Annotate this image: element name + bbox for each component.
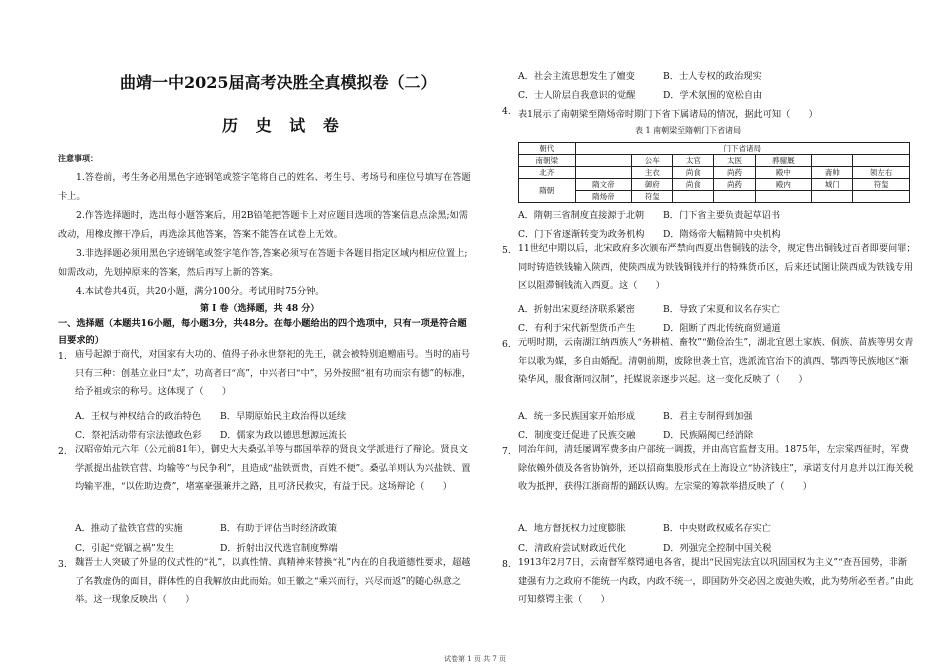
question-number: 4.: [502, 106, 511, 117]
page-footer: 试卷第 1 页 共 7 页: [443, 655, 507, 663]
question-3-stem: 魏晋士人突破了外显的仪式性的“礼”，以真性情、真精神来替换“礼”内在的自我道德性要求，超越了名教虚伪的面目，群体性的自我解放由此而始。如王徽之“乘兴而行，兴尽而返”的随心纵意之举。这一现象反映出（ ）: [75, 557, 471, 606]
table-cell: [853, 155, 910, 167]
q4-option-c[interactable]: C．门下省逐渐转变为政务机构: [518, 229, 645, 240]
table-cell: [714, 191, 755, 203]
table-header-dynasty: 朝代: [519, 143, 576, 155]
notice-item-3: 3.非选择题必须用黑色字迹钢笔或签字笔作答,答案必须写在答题卡各题目指定区域内相应位置上;如需改动，先划掉原来的答案，然后再写上新的答案。: [58, 248, 468, 278]
table-cell: 御府: [632, 179, 673, 191]
q3-option-a[interactable]: A．社会主流思想发生了嬗变: [518, 71, 635, 82]
question-2-stem: 汉昭帝始元六年（公元前81年），御史大夫桑弘羊等与郡国举荐的贤良文学派进行了辩论。贤良文学派提出盐铁官营、均输等“与民争利”，且造成“盐铁贾贵，百姓不便”。桑弘羊则认为兴盐铁、置均输平准，“以佐助边费”，堵塞豪强兼并之路，且可济民救灾，有益于民。这场辩论（ ）: [75, 444, 471, 493]
table-cell: [812, 191, 853, 203]
table-cell: [853, 191, 910, 203]
table-cell: [755, 191, 812, 203]
table-cell: 主衣: [632, 167, 673, 179]
q6-option-a[interactable]: A．统一多民族国家开始形成: [518, 411, 635, 422]
question-1-stem: 庙号起源于商代，对国家有大功的、值得子孙永世祭祀的先王，就会被特别追赠庙号。当时的庙号只有三种：创基立业曰“太”，功高者曰“高”，中兴者曰“中”，另外按照“祖有功而宗有德”的标准，给予祖或宗的称号。这体现了（ ）: [75, 349, 471, 398]
q2-option-c[interactable]: C．引起“党锢之祸”发生: [75, 543, 175, 554]
table-cell: [673, 191, 714, 203]
q7-option-b[interactable]: B．中央财政权威名存实亡: [663, 523, 771, 534]
q4-option-d[interactable]: D．隋炀帝大幅精简中央机构: [663, 229, 781, 240]
notice-heading: 注意事项：: [58, 153, 98, 163]
table-row: [519, 167, 910, 179]
q2-option-b[interactable]: B．有助于评估当时经济政策: [220, 523, 338, 534]
q4-option-a[interactable]: A．隋朝三省制度直接源于北朝: [518, 210, 645, 221]
table-cell: 殿内: [755, 179, 812, 191]
notice-item-1: 1.答卷前，考生务必用黑色字迹钢笔或签字笔将自己的姓名、考生号、考场号和座位号填写在答题卡上。: [58, 172, 471, 202]
table-cell: 公车: [632, 155, 673, 167]
table-cell: 隋炀帝: [575, 191, 632, 203]
question-number: 3.: [58, 559, 67, 570]
q3-option-b[interactable]: B．士人专权的政治现实: [663, 71, 762, 82]
q6-option-b[interactable]: B．君主专制得到加强: [663, 411, 753, 422]
question-number: 1.: [58, 351, 67, 362]
q5-option-d[interactable]: D．阻断了西北传统商贸通道: [663, 323, 781, 334]
q5-option-b[interactable]: B．导致了宋夏和议名存实亡: [663, 304, 781, 315]
exam-title: 曲靖一中2025届高考决胜全真模拟卷（二）: [120, 73, 437, 92]
question-number: 2.: [58, 446, 67, 457]
table-cell: 隋朝: [519, 179, 576, 203]
table-cell: 尚药: [714, 179, 755, 191]
table-header-bureaus: 门下省诸局: [575, 143, 909, 155]
table-cell: [575, 167, 632, 179]
table-cell: 太官: [673, 155, 714, 167]
q1-option-b[interactable]: B．早期原始民主政治得以延续: [220, 411, 347, 422]
section-instruction: 一、选择题（本题共16小题，每小题3分，共48分。在每小题给出的四个选项中，只有一项是符合题目要求的）: [58, 318, 467, 346]
q6-option-c[interactable]: C．制度变迁促进了民族交融: [518, 430, 636, 441]
question-number: 6.: [502, 339, 511, 350]
question-number: 8.: [502, 559, 511, 570]
section-heading: 第 I 卷（选择题，共 48 分）: [200, 304, 320, 314]
table-cell: 领左右: [853, 167, 910, 179]
officials-table: [518, 142, 910, 203]
notice-item-4: 4.本试卷共4页，共20小题，满分100分。考试用时75分钟。: [76, 286, 325, 297]
table-cell: 城门: [812, 179, 853, 191]
q4-option-b[interactable]: B．门下省主要负责起草诏书: [663, 210, 781, 221]
table-cell: 尚药: [714, 167, 755, 179]
table-row: [519, 179, 910, 191]
q5-option-c[interactable]: C．有利于宋代新型货币产生: [518, 323, 636, 334]
table-cell: 南朝梁: [519, 155, 576, 167]
q7-option-d[interactable]: D．列强完全控制中国关税: [663, 543, 772, 554]
table-row: [519, 191, 910, 203]
q1-option-d[interactable]: D．儒家为政以德思想源远流长: [220, 430, 347, 441]
table-cell: 隋文帝: [575, 179, 632, 191]
question-number: 5.: [502, 245, 511, 256]
q1-option-a[interactable]: A．王权与神权结合的政治特色: [75, 411, 202, 422]
q2-option-d[interactable]: D．折射出汉代选官制度弊端: [220, 543, 338, 554]
question-8-stem: 1913年2月7日，云南督军蔡锷通电各省，提出“民国宪法宜以巩固国权为主义”“查吾国势，非渐建强有力之政府不能统一内政，内政不统一，即国防外交必因之废弛失败，此为势所必至者。”由此可知蔡锷主张（ ）: [518, 557, 914, 606]
question-6-stem: 元明时期，云南湖江纳西族人“务耕植、畜牧”“勤俭治生”，湖北宜恩土家族、侗族、苗族等男女青年以歌为媒，多自由婚配。清朝前期，废除世袭土官，选派流官治下的滇西、鄂西等民族地区“渐染华风，服食渐同汉制”，托媒说亲逐步兴起。这一变化反映了（ ）: [518, 337, 914, 386]
table-row: [519, 155, 910, 167]
table-row: [519, 143, 910, 155]
table-cell: [812, 155, 853, 167]
question-number: 7.: [502, 446, 511, 457]
table-cell: 尚食: [673, 179, 714, 191]
table-cell: 北齐: [519, 167, 576, 179]
q3-option-d[interactable]: D．学术氛围的宽松自由: [663, 90, 763, 101]
q3-option-c[interactable]: C．士人阶层自我意识的觉醒: [518, 90, 636, 101]
table-cell: 骅骝厩: [755, 155, 812, 167]
notice-item-2: 2.作答选择题时，选出每小题答案后，用2B铅笔把答题卡上对应题目选项的答案信息点涂黑;如需改动，用橡皮擦干净后，再选涂其他答案，答案不能答在试卷上无效。: [58, 210, 468, 240]
question-4-stem: 表1展示了南朝梁至隋炀帝时期门下省下属诸局的情况，据此可知（ ）: [518, 109, 818, 120]
table-cell: 斋帅: [812, 167, 853, 179]
table-cell: 殿中: [755, 167, 812, 179]
table-caption: 表 1 南朝梁至隋朝门下省诸局: [635, 126, 742, 135]
q2-option-a[interactable]: A．推动了盐铁官营的实施: [75, 523, 183, 534]
table-cell: 太医: [714, 155, 755, 167]
question-5-stem: 11世纪中期以后，北宋政府多次颁布严禁向西夏出售铜钱的法令，规定售出铜钱过百者即要问罪；同时铸造铁钱输入陕西，使陕西成为铁钱铜钱并行的特殊货币区，后来还试图让陕西成为铁钱专用区以阻滞铜钱流入西夏。这（ ）: [518, 243, 916, 292]
question-7-stem: 同治年间，清廷屡调军费多由户部统一调拨，并由高官监督支用。1875年，左宗棠西征时，军费除依赖外债及各省协饷外，还以招商集股形式在上海设立“协济钱庄”，承诺支付月息并以江海关税收为抵押，获得江浙商帮的踊跃认购。左宗棠的筹款举措反映了（ ）: [518, 444, 914, 493]
q5-option-a[interactable]: A．折射出宋夏经济联系紧密: [518, 304, 635, 315]
q6-option-d[interactable]: D．民族隔阂已经消除: [663, 430, 754, 441]
q7-option-a[interactable]: A．地方督抚权力过度膨胀: [518, 523, 626, 534]
q1-option-c[interactable]: C．祭祀活动带有宗法德政色彩: [75, 430, 202, 441]
subject-title: 历 史 试 卷: [222, 116, 345, 135]
table-cell: 尚食: [673, 167, 714, 179]
table-cell: 符玺: [632, 191, 673, 203]
table-cell: 符玺: [853, 179, 910, 191]
q7-option-c[interactable]: C．清政府尝试财政近代化: [518, 543, 627, 554]
table-cell: [575, 155, 632, 167]
